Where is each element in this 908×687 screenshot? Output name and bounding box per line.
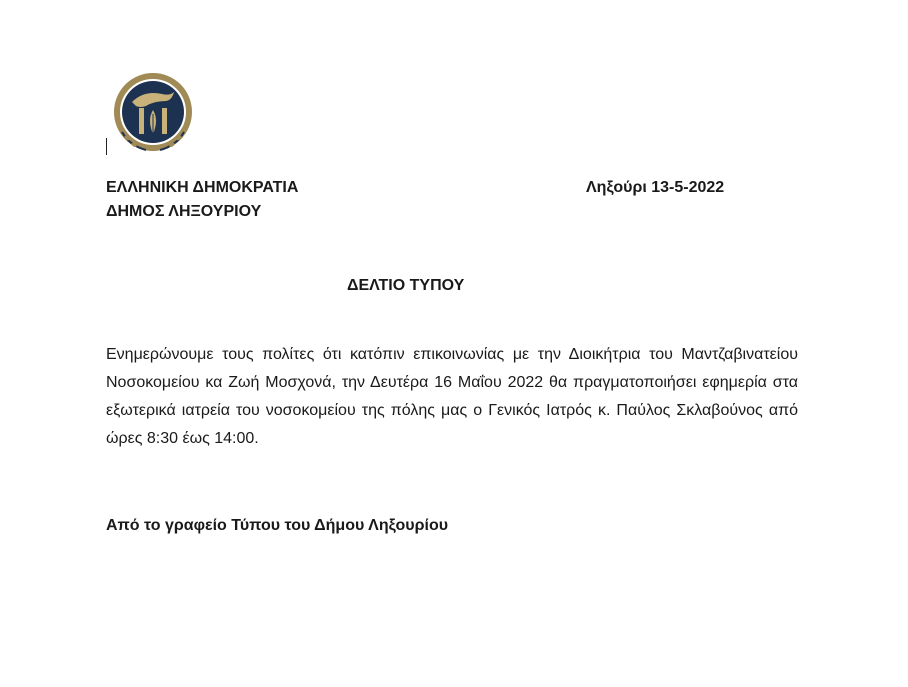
text-cursor	[106, 138, 107, 155]
municipal-emblem-icon	[110, 70, 196, 156]
org-name-line1: ΕΛΛΗΝΙΚΗ ΔΗΜΟΚΡΑΤΙΑ	[106, 179, 299, 196]
org-name-line2: ΔΗΜΟΣ ΛΗΞΟΥΡΙΟΥ	[106, 203, 262, 220]
body-paragraph: Ενημερώνουμε τους πολίτες ότι κατόπιν επικοινωνίας με την Διοικήτρια του Μαντζαβινατείου Νοσοκομείου κα Ζωή Μοσχονά, την Δευτέρα 16 Μαΐου 2022 θα πραγματοποιήσει εφημερία στα εξωτερικά ιατρεία του νοσοκομείου της πόλης μας ο Γενικός Ιατρός κ. Παύλος Σκλαβούνος από ώρες 8:30 έως 14:00.	[106, 346, 798, 447]
signoff: Από το γραφείο Τύπου του Δήμου Ληξουρίου	[106, 517, 449, 534]
document-title: ΔΕΛΤΙΟ ΤΥΠΟΥ	[347, 277, 465, 294]
place-date: Ληξούρι 13-5-2022	[586, 179, 725, 196]
